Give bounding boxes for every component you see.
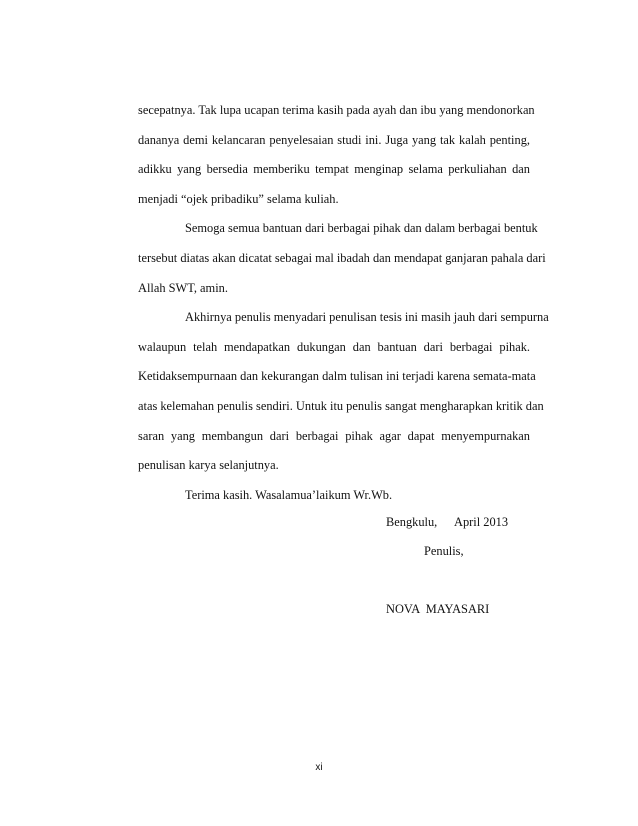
closing-line: Terima kasih. Wasalamua’laikum Wr.Wb.: [185, 487, 393, 502]
text-line: menjadi “ojek pribadiku” selama kuliah.: [138, 191, 339, 206]
paragraph-first-line: Akhirnya penulis menyadari penulisan tesis ini masih jauh dari sempurna: [185, 310, 549, 325]
text-line: walaupun telah mendapatkan dukungan dan bantuan dari berbagai pihak.: [138, 339, 530, 354]
text-line: tersebut diatas akan dicatat sebagai mal ibadah dan mendapat ganjaran pahala dari: [138, 250, 546, 265]
text-line: secepatnya. Tak lupa ucapan terima kasih pada ayah dan ibu yang mendonorkan: [138, 103, 535, 117]
page-number: xi: [315, 762, 323, 773]
body-text: [138, 96, 549, 510]
text-line: atas kelemahan penulis sendiri. Untuk itu penulis sangat mengharapkan kritik dan: [138, 398, 544, 413]
text-line: dananya demi kelancaran penyelesaian studi ini. Juga yang tak kalah penting,: [138, 132, 530, 147]
signature-name: NOVA MAYASARI: [386, 602, 490, 616]
text-line: penulisan karya selanjutnya.: [138, 458, 279, 473]
paragraph-first-line: Semoga semua bantuan dari berbagai pihak dan dalam berbagai bentuk: [185, 221, 538, 236]
signature-place: Bengkulu,: [386, 515, 438, 529]
text-line: saran yang membangun dari berbagai pihak agar dapat menyempurnakan: [138, 428, 530, 443]
text-line: Allah SWT, amin.: [138, 280, 228, 295]
signature-date: April 2013: [454, 515, 509, 529]
text-line: adikku yang bersedia memberiku tempat menginap selama perkuliahan dan: [138, 162, 530, 177]
signature-role: Penulis,: [424, 544, 464, 558]
text-line: Ketidaksempurnaan dan kekurangan dalm tulisan ini terjadi karena semata-mata: [138, 369, 536, 384]
